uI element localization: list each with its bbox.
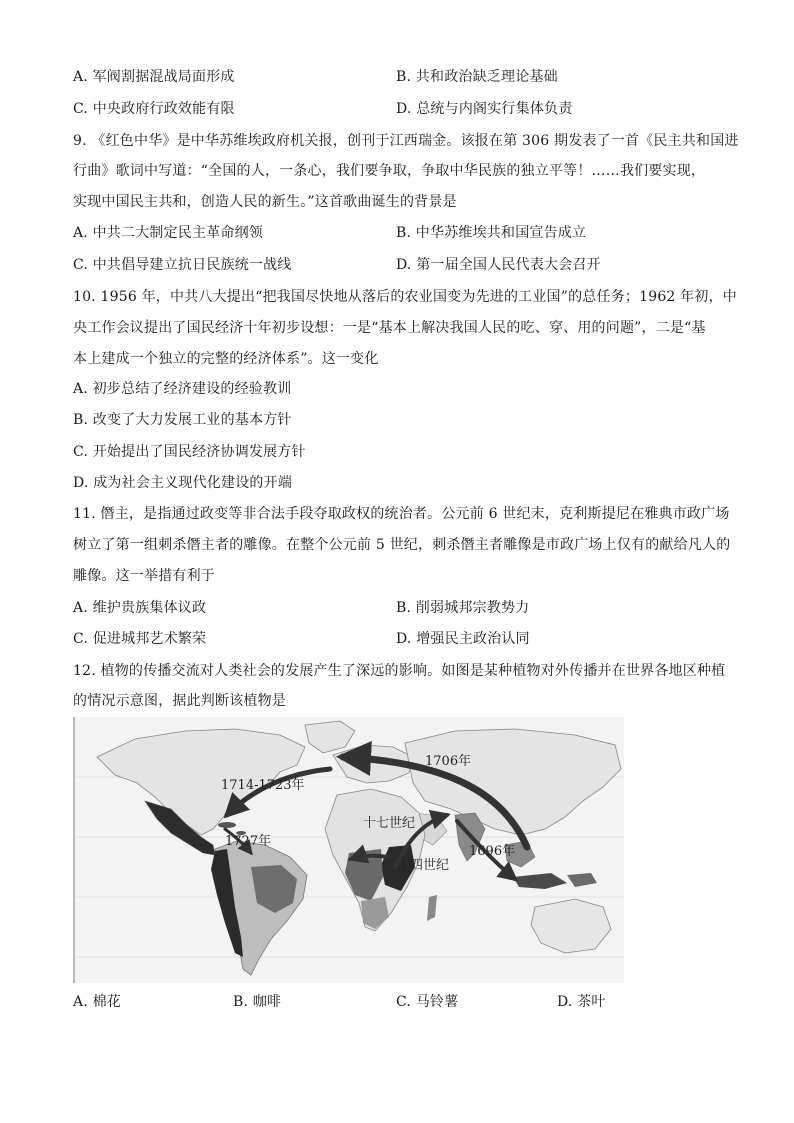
q10-stem-line-1: 10. 1956 年，中共八大提出“把我国尽快地从落后的农业国变为先进的工业国”的总任务；1962 年初，中 [73,289,737,305]
map-label-1696: 1696年 [469,844,516,859]
q10-option-d: D. 成为社会主义现代化建设的开端 [73,475,293,491]
q11-stem-line-1: 11. 僭主，是指通过政变等非合法手段夺取政权的统治者。公元前 6 世纪末，克利斯提尼在雅典市政广场 [73,506,730,522]
q11-stem-line-2: 树立了第一组刺杀僭主者的雕像。在整个公元前 5 世纪，刺杀僭主者雕像是市政广场上仅有的献给凡人的 [73,537,731,553]
world-map-figure [73,717,624,983]
q12-option-a: A. 棉花 [73,994,122,1010]
q10-option-b: B. 改变了大力发展工业的基本方针 [73,412,292,428]
q9-option-b: B. 中华苏维埃共和国宣告成立 [396,225,587,241]
q12-option-b: B. 咖啡 [233,994,282,1010]
q11-option-d: D. 增强民主政治认同 [396,631,530,647]
q9-stem-line-1: 9. 《红色中华》是中华苏维埃政府机关报，创刊于江西瑞金。该报在第 306 期发表了一首《民主共和国进 [73,133,739,149]
map-label-1706: 1706年 [425,754,472,769]
q12-stem-line-2: 的情况示意图，据此判断该植物是 [73,693,286,709]
q12-stem-line-1: 12. 植物的传播交流对人类社会的发展产生了深远的影响。如图是某种植物对外传播并在世界各地区种植 [73,663,726,679]
q8-option-d: D. 总统与内阁实行集体负责 [396,101,573,117]
q12-option-d: D. 茶叶 [557,994,606,1010]
q10-option-a: A. 初步总结了经济建设的经验教训 [73,381,292,397]
q11-stem-line-3: 雕像。这一举措有利于 [73,568,215,584]
q11-option-b: B. 削弱城邦宗教势力 [396,600,530,616]
q9-option-c: C. 中共倡导建立抗日民族统一战线 [73,257,292,273]
q10-option-c: C. 开始提出了国民经济协调发展方针 [73,444,306,460]
map-label-1727: 1727年 [225,834,272,849]
map-label-14th-century: 十四世纪 [397,858,450,873]
q9-option-d: D. 第一届全国人民代表大会召开 [396,257,601,273]
map-label-17th-century: 十七世纪 [363,816,416,831]
q12-option-c: C. 马铃薯 [396,994,459,1010]
q11-option-c: C. 促进城邦艺术繁荣 [73,631,207,647]
q10-stem-line-3: 本上建成一个独立的完整的经济体系”。这一变化 [73,351,379,367]
q9-stem-line-3: 实现中国民主共和，创造人民的新生。”这首歌曲诞生的背景是 [73,194,457,210]
q11-option-a: A. 维护贵族集体议政 [73,600,207,616]
q10-stem-line-2: 央工作会议提出了国民经济十年初步设想：一是“基本上解决我国人民的吃、穿、用的问题”，二是“基 [73,320,706,336]
q8-option-b: B. 共和政治缺乏理论基础 [396,69,558,85]
q8-option-c: C. 中央政府行政效能有限 [73,101,235,117]
q8-option-a: A. 军阀割据混战局面形成 [73,69,235,85]
map-label-1714-1723: 1714-1723年 [221,778,305,793]
q9-option-a: A. 中共二大制定民主革命纲领 [73,225,264,241]
q9-stem-line-2: 行曲》歌词中写道：“全国的人，一条心，我们要争取，争取中华民族的独立平等！……我们要实现， [73,163,706,179]
